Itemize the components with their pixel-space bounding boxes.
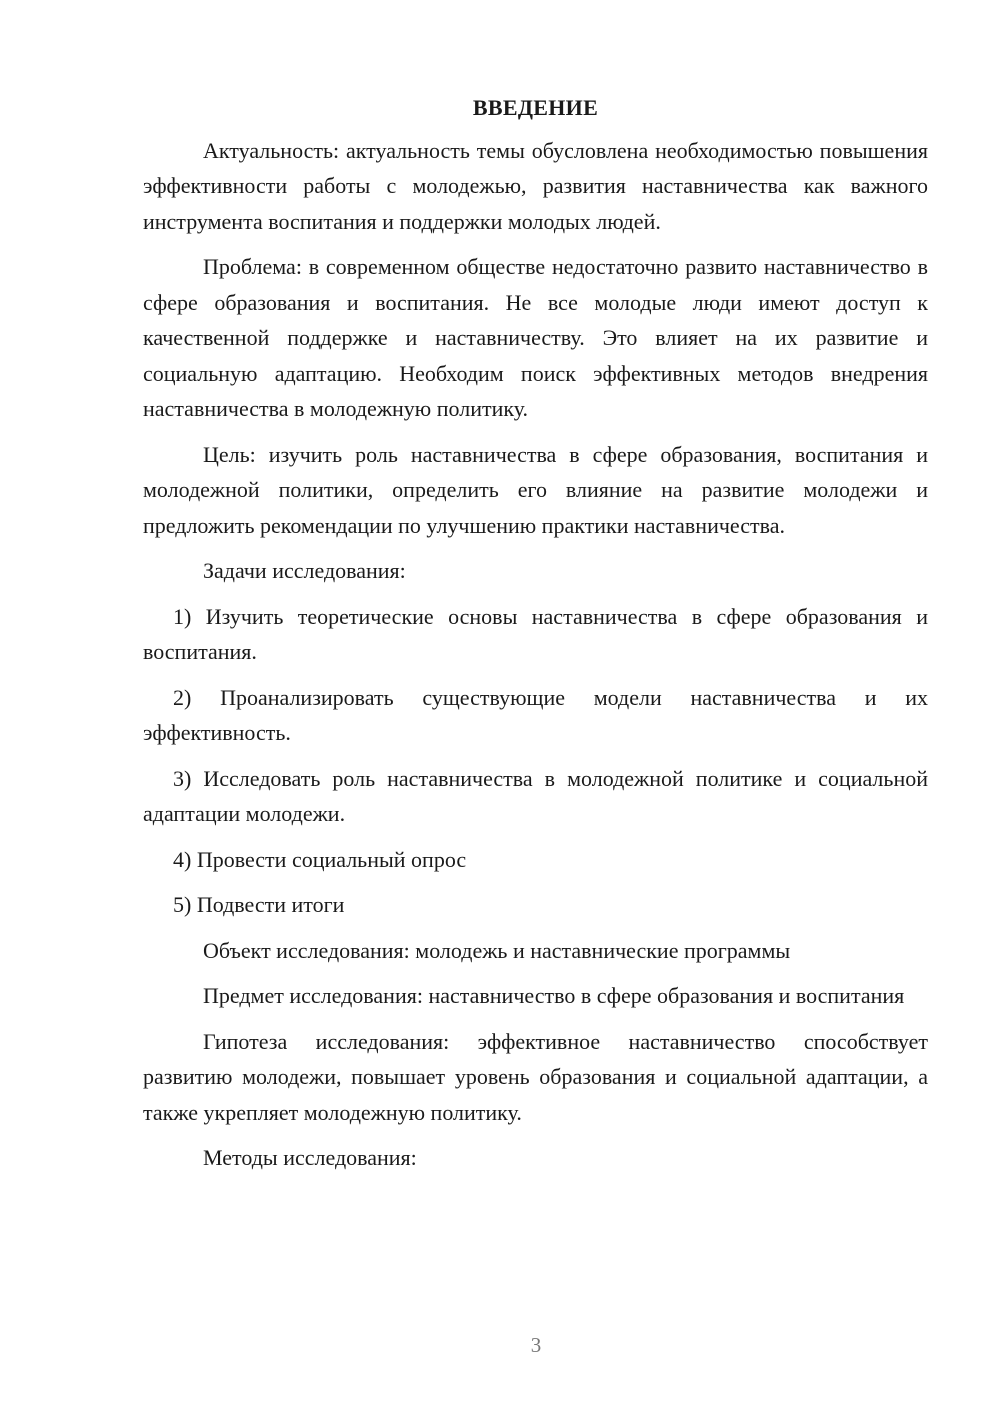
page-number: 3 [530, 1333, 542, 1357]
task-item-1: 1) Изучить теоретические основы наставничества в сфере образования и воспитания. [143, 603, 928, 664]
research-methods: Методы исследования: [203, 1145, 417, 1170]
section-heading: ВВЕДЕНИЕ [472, 95, 599, 120]
research-hypothesis: Гипотеза исследования: эффективное наставничество способствует развитию молодежи, повышает уровень образования и социальной адаптации, а также укрепляет молодежную политику. [143, 1028, 928, 1125]
research-object: Объект исследования: молодежь и наставнические программы [203, 937, 791, 963]
problem-paragraph: Проблема: в современном обществе недостаточно развито наставничество в сфере образования и воспитания. Не все молодые люди имеют доступ к качественной поддержке и наставничеству. Это влияет на их развитие и социальную адаптацию. Необходим поиск эффективных методов внедрения наставничества в молодежную политику. [143, 254, 928, 421]
relevance-paragraph: Актуальность: актуальность темы обусловлена необходимостью повышения эффективности работы с молодежью, развития наставничества как важного инструмента воспитания и поддержки молодых людей. [143, 137, 928, 234]
task-item-5: 5) Подвести итоги [173, 892, 345, 917]
task-item-3: 3) Исследовать роль наставничества в молодежной политике и социальной адаптации молодежи. [143, 765, 928, 826]
page-content [143, 90, 928, 1186]
goal-paragraph: Цель: изучить роль наставничества в сфере образования, воспитания и молодежной политики, определить его влияние на развитие молодежи и предложить рекомендации по улучшению практики наставничества. [143, 441, 928, 538]
task-item-4: 4) Провести социальный опрос [173, 846, 467, 872]
task-item-2: 2) Проанализировать существующие модели наставничества и их эффективность. [143, 684, 928, 745]
research-subject: Предмет исследования: наставничество в сфере образования и воспитания [203, 983, 905, 1008]
tasks-title: Задачи исследования: [203, 558, 406, 583]
